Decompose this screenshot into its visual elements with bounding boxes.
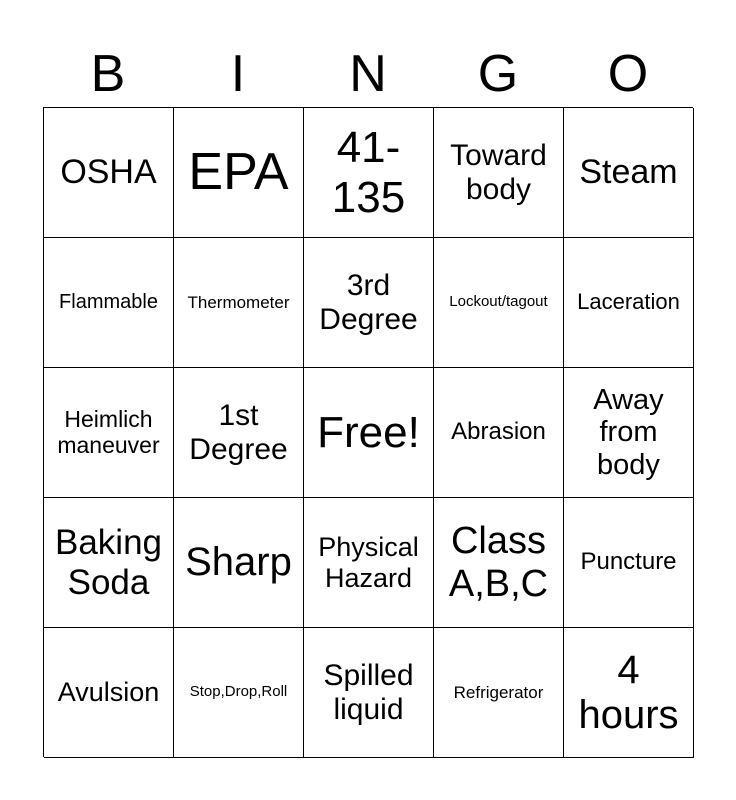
bingo-header (43, 40, 693, 108)
bingo-cell[interactable] (44, 368, 174, 498)
cell-text: 3rd Degree (319, 268, 418, 336)
bingo-cell[interactable] (434, 108, 564, 238)
bingo-cell[interactable] (174, 498, 304, 628)
cell-text: Class A,B,C (448, 519, 549, 605)
cell-text: Away from body (593, 383, 664, 481)
header-letter-b: B (90, 45, 126, 103)
bingo-cell[interactable] (44, 628, 174, 758)
cell-text: Physical Hazard (318, 532, 419, 593)
bingo-cell[interactable] (564, 498, 694, 628)
bingo-card-grid (43, 107, 693, 757)
cell-text: Sharp (185, 540, 292, 585)
bingo-cell[interactable] (304, 628, 434, 758)
header-letter-i: I (230, 45, 246, 103)
bingo-cell[interactable] (434, 368, 564, 498)
cell-text: 4 hours (578, 647, 679, 737)
cell-text: Avulsion (57, 677, 160, 708)
cell-text: Flammable (59, 291, 158, 314)
bingo-cell[interactable] (174, 108, 304, 238)
bingo-cell[interactable] (304, 238, 434, 368)
bingo-cell[interactable] (44, 108, 174, 238)
cell-text: Laceration (577, 289, 680, 315)
cell-text: Toward body (450, 138, 547, 206)
cell-text: OSHA (60, 153, 157, 192)
cell-text: Abrasion (451, 418, 546, 446)
cell-text: Free! (317, 407, 420, 457)
cell-text: Stop,Drop,Roll (189, 683, 288, 701)
bingo-cell[interactable] (564, 108, 694, 238)
cell-text: Spilled liquid (323, 658, 414, 726)
cell-text: 1st Degree (189, 398, 288, 466)
bingo-cell[interactable] (434, 498, 564, 628)
cell-text: Baking Soda (54, 523, 163, 602)
bingo-cell[interactable] (564, 368, 694, 498)
bingo-cell[interactable] (564, 628, 694, 758)
bingo-cell[interactable] (434, 238, 564, 368)
header-letter-n: N (349, 45, 387, 103)
cell-text: EPA (188, 143, 289, 202)
bingo-cell[interactable] (564, 238, 694, 368)
cell-text: Thermometer (187, 292, 290, 312)
bingo-cell[interactable] (174, 368, 304, 498)
header-letter-g: G (477, 45, 519, 103)
cell-text: Heimlich maneuver (57, 405, 160, 458)
cell-text: Steam (579, 153, 678, 192)
header-letter-o: O (607, 45, 649, 103)
bingo-cell[interactable] (304, 108, 434, 238)
bingo-cell[interactable] (304, 498, 434, 628)
bingo-cell[interactable] (174, 238, 304, 368)
cell-text: Puncture (580, 548, 677, 576)
bingo-cell[interactable] (44, 238, 174, 368)
cell-text: Lockout/tagout (449, 293, 548, 311)
bingo-cell[interactable] (174, 628, 304, 758)
bingo-cell[interactable] (44, 498, 174, 628)
bingo-cell[interactable] (304, 368, 434, 498)
cell-text: 41-135 (331, 123, 406, 222)
bingo-cell[interactable] (434, 628, 564, 758)
cell-text: Refrigerator (453, 682, 544, 702)
